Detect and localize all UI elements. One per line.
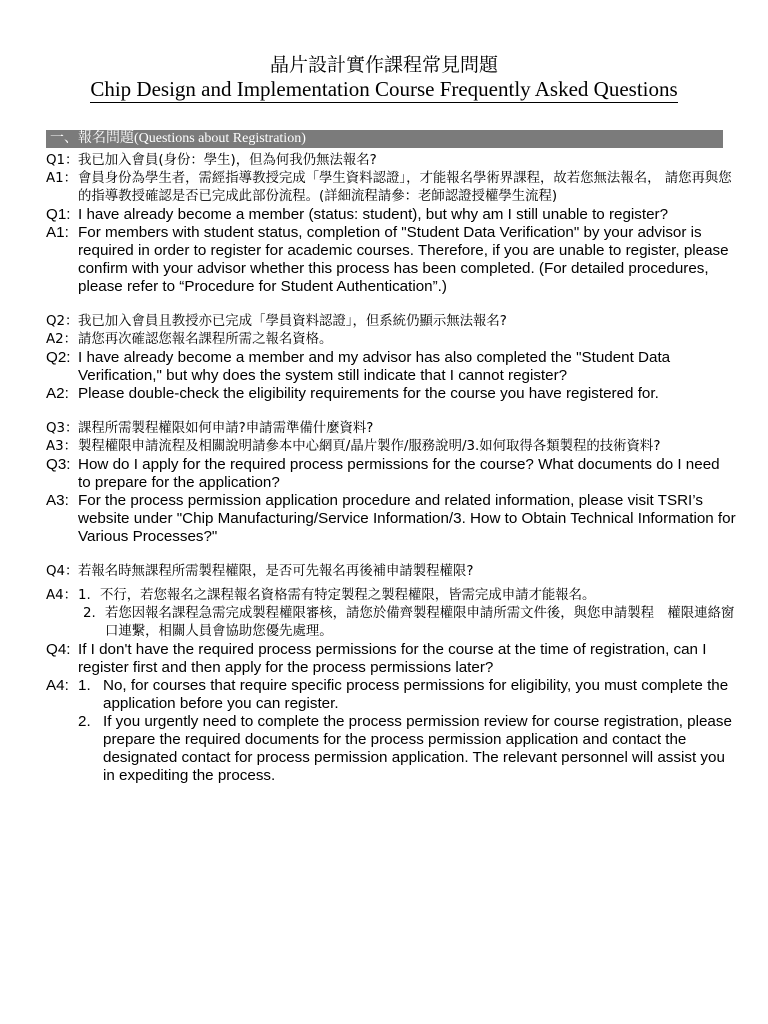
a4-item-1-number-en: 1. xyxy=(78,677,95,694)
q4-label-zh: Q4： xyxy=(46,564,79,579)
a4-answer-en xyxy=(46,677,736,713)
q1-label-zh: Q1： xyxy=(46,153,79,168)
a4-label-zh: A4： xyxy=(46,588,78,603)
q3-question-zh xyxy=(46,420,736,438)
q4-question-en xyxy=(46,641,736,677)
section-heading-registration: 一、報名問題(Questions about Registration) xyxy=(46,130,723,148)
a1-label-en: A1: xyxy=(46,224,74,241)
a3-text-zh: 製程權限申請流程及相關說明請參本中心網頁/晶片製作/服務說明/3.如何取得各類製程的技術資料? xyxy=(78,439,661,454)
a1-text-en: For members with student status, completion of "Student Data Verification" by your advisor is required in order to register for academic courses. Therefore, if you are unable to register, please confirm with your advisor whether this process has been completed. (For detailed procedures, please refer to “Procedure for Student Authentication”.) xyxy=(78,224,729,295)
faq-content xyxy=(46,152,736,785)
q2-text-en: I have already become a member and my advisor has also completed the "Student Data Verification," but why does the system still indicate that I cannot register? xyxy=(78,349,671,384)
q2-label-zh: Q2： xyxy=(46,314,79,329)
q4-text-zh: 若報名時無課程所需製程權限，是否可先報名再後補申請製程權限? xyxy=(78,564,474,579)
a4-item-1-text-zh: 不行，若您報名之課程報名資格需有特定製程之製程權限，皆需完成申請才能報名。 xyxy=(100,588,596,603)
a4-item-1-en xyxy=(78,677,736,713)
a3-answer-zh xyxy=(46,438,736,456)
a4-item-1-number-zh: 1. xyxy=(78,588,96,603)
q1-text-en: I have already become a member (status: student), but why am I still unable to register? xyxy=(78,206,669,223)
a4-item-2-text-en: If you urgently need to complete the process permission review for course registration, please prepare the required documents for the process permission application and contact the designated contact for process permission application. The relevant personnel will assist you in expediting the process. xyxy=(103,713,732,784)
a1-text-zh: 會員身份為學生者，需經指導教授完成「學生資料認證」，才能報名學術界課程，故若您無法報名， 請您再與您的指導教授確認是否已完成此部份流程。(詳細流程請參：老師認證授權學生流程) xyxy=(78,171,732,204)
a3-label-en: A3: xyxy=(46,492,74,509)
page-title-en-wrapper xyxy=(0,77,768,101)
q4-question-zh xyxy=(46,563,736,581)
page-title-en: Chip Design and Implementation Course Frequently Asked Questions xyxy=(90,77,678,101)
a1-answer-zh xyxy=(46,170,736,206)
a1-label-zh: A1： xyxy=(46,171,78,186)
a4-item-1-zh xyxy=(78,587,736,605)
page-title-zh: 晶片設計實作課程常見問題 xyxy=(269,54,498,76)
q3-text-en: How do I apply for the required process permissions for the course? What documents do I need to prepare for the application? xyxy=(78,456,720,491)
a4-item-2-number-en: 2. xyxy=(78,713,95,730)
a2-label-en: A2: xyxy=(46,385,74,402)
a4-label-en: A4: xyxy=(46,677,74,694)
a2-answer-zh xyxy=(46,331,736,349)
q2-text-zh: 我已加入會員且教授亦已完成「學員資料認證」，但系統仍顯示無法報名? xyxy=(78,314,507,329)
a2-label-zh: A2： xyxy=(46,332,78,347)
a2-text-en: Please double-check the eligibility requirements for the course you have registered for. xyxy=(78,385,659,402)
q1-text-zh: 我已加入會員(身份：學生)，但為何我仍無法報名? xyxy=(78,153,377,168)
a3-answer-en xyxy=(46,492,736,546)
q2-question-en xyxy=(46,349,736,385)
q1-label-en: Q1: xyxy=(46,206,75,223)
q2-label-en: Q2: xyxy=(46,349,75,366)
q2-question-zh xyxy=(46,313,736,331)
a3-label-zh: A3： xyxy=(46,439,78,454)
q4-label-en: Q4: xyxy=(46,641,75,658)
a1-answer-en xyxy=(46,224,736,296)
q3-label-en: Q3: xyxy=(46,456,75,473)
a4-item-2-number-zh: 2. xyxy=(83,606,101,621)
q3-question-en xyxy=(46,456,736,492)
q3-text-zh: 課程所需製程權限如何申請?申請需準備什麼資料? xyxy=(78,421,374,436)
a4-item-1-text-en: No, for courses that require specific process permissions for eligibility, you must complete the application before you can register. xyxy=(103,677,729,712)
q1-question-zh xyxy=(46,152,736,170)
a3-text-en: For the process permission application procedure and related information, please visit TSRI’s website under "Chip Manufacturing/Service Information/3. How to Obtain Technical Information for Various Processes?" xyxy=(78,492,736,545)
q4-text-en: If I don't have the required process permissions for the course at the time of registration, can I register first and then apply for the process permissions later? xyxy=(78,641,707,676)
q1-question-en xyxy=(46,206,736,224)
a4-item-2-en xyxy=(46,713,736,785)
q3-label-zh: Q3： xyxy=(46,421,79,436)
a2-text-zh: 請您再次確認您報名課程所需之報名資格。 xyxy=(78,332,333,347)
a4-answer-zh xyxy=(46,587,736,605)
a4-item-2-zh xyxy=(46,605,736,641)
a2-answer-en xyxy=(46,385,736,403)
a4-item-2-text-zh: 若您因報名課程急需完成製程權限審核，請您於備齊製程權限申請所需文件後，與您申請製程 權限連絡窗口連繫，相關人員會協助您優先處理。 xyxy=(105,606,735,639)
